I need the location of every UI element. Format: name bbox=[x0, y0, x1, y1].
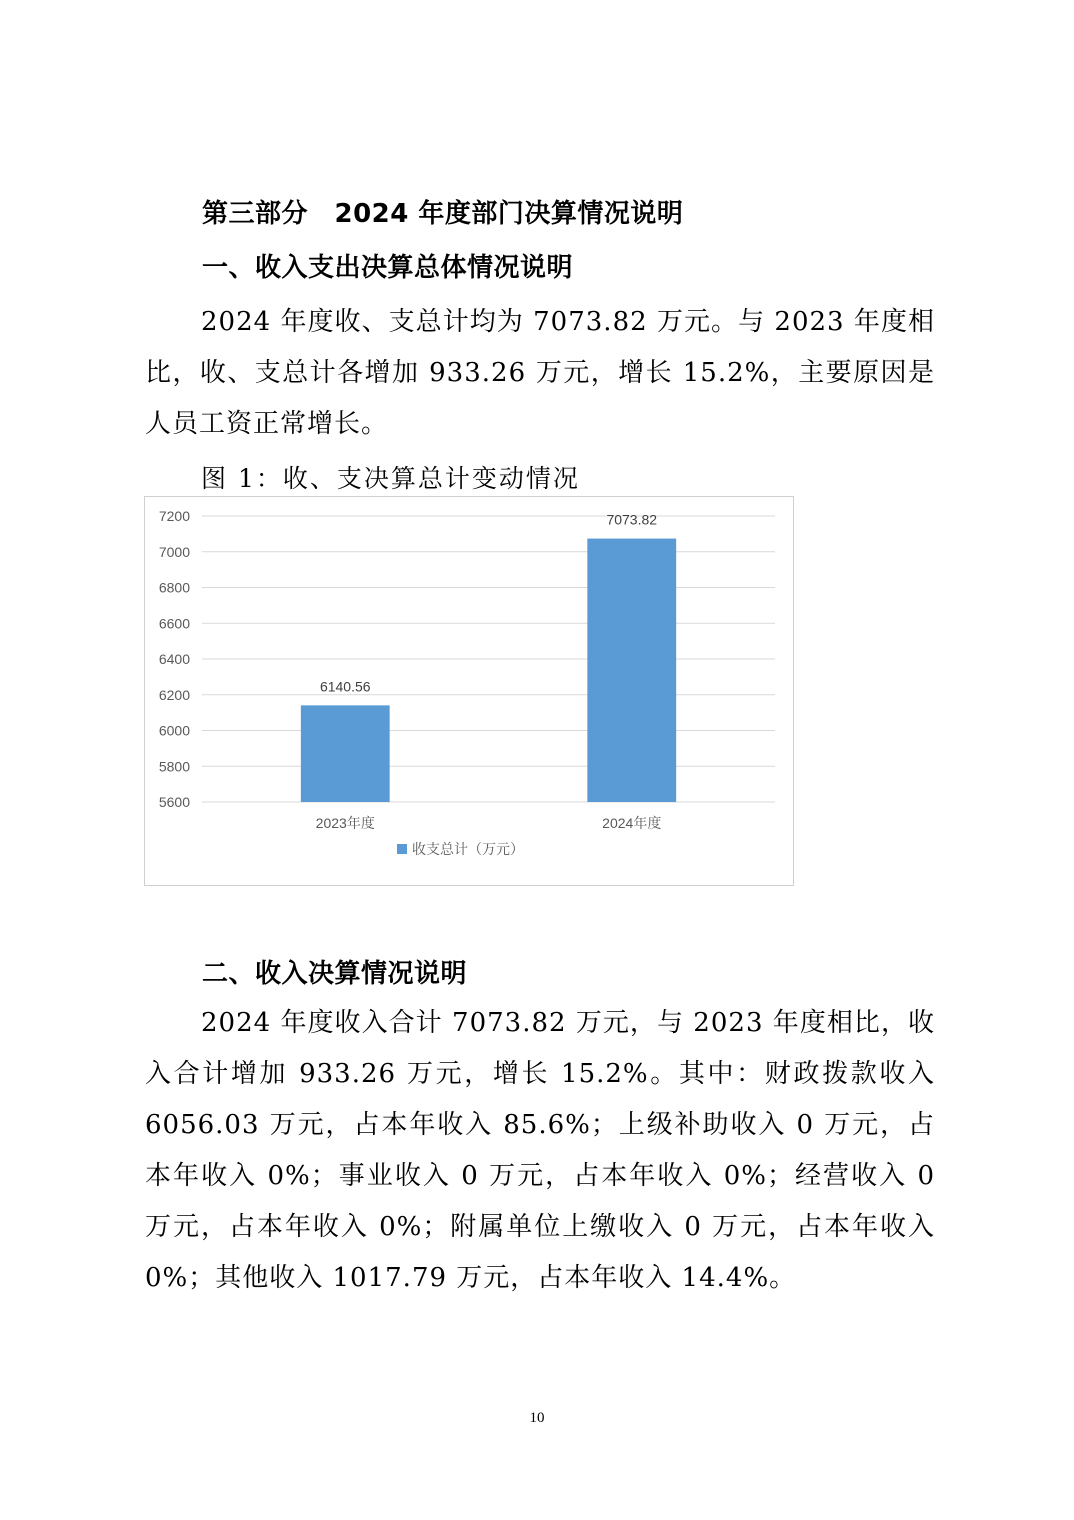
section2-heading: 二、收入决算情况说明 bbox=[202, 959, 468, 989]
section2-paragraph bbox=[145, 998, 935, 1304]
y-tick-label: 6400 bbox=[158, 651, 190, 667]
section1-paragraph bbox=[145, 297, 935, 450]
y-tick-label: 6600 bbox=[158, 615, 190, 632]
y-tick-label: 7000 bbox=[158, 543, 190, 560]
section1-heading: 一、收入支出决算总体情况说明 bbox=[202, 253, 574, 283]
legend-label: 收支总计（万元） bbox=[412, 841, 524, 857]
bar bbox=[587, 539, 676, 802]
y-tick-label: 6800 bbox=[158, 579, 190, 596]
y-tick-label: 5800 bbox=[158, 758, 190, 775]
bar-chart-canvas bbox=[145, 497, 795, 887]
data-label: 7073.82 bbox=[606, 511, 658, 528]
y-tick-label: 5600 bbox=[158, 794, 190, 810]
part-heading: 第三部分 2024 年度部门决算情况说明 bbox=[202, 199, 684, 229]
section1-paragraph-text: 2024 年度收、支总计均为 7073.82 万元。与 2023 年度相比，收、支总计各增加 933.26 万元，增长 15.2%，主要原因是人员工资正常增长。 bbox=[145, 307, 935, 439]
y-tick-label: 6200 bbox=[158, 686, 190, 703]
x-tick-label: 2024年度 bbox=[602, 815, 662, 831]
section2-paragraph-text: 2024 年度收入合计 7073.82 万元，与 2023 年度相比，收入合计增加 933.26 万元，增长 15.2%。其中：财政拨款收入 6056.03 万元，占本年收入 85.6%；上级补助收入 0 万元，占本年收入 0%；事业收入 0 万元，占本年收入 0%；经营收入 0 万元，占本年收入 0%；附属单位上缴收入 0 万元，占本年收入 0%；其他收入 1017.79 万元，占本年收入 14.4%。 bbox=[145, 1008, 935, 1293]
legend-swatch bbox=[397, 844, 407, 854]
bar-chart bbox=[144, 496, 794, 886]
y-tick-label: 6000 bbox=[158, 722, 190, 739]
page-number: 10 bbox=[529, 1410, 545, 1426]
bar bbox=[301, 705, 390, 802]
x-tick-label: 2023年度 bbox=[315, 815, 375, 831]
data-label: 6140.56 bbox=[319, 678, 371, 695]
y-tick-label: 7200 bbox=[158, 508, 190, 524]
figure-caption: 图 1：收、支决算总计变动情况 bbox=[201, 464, 580, 493]
